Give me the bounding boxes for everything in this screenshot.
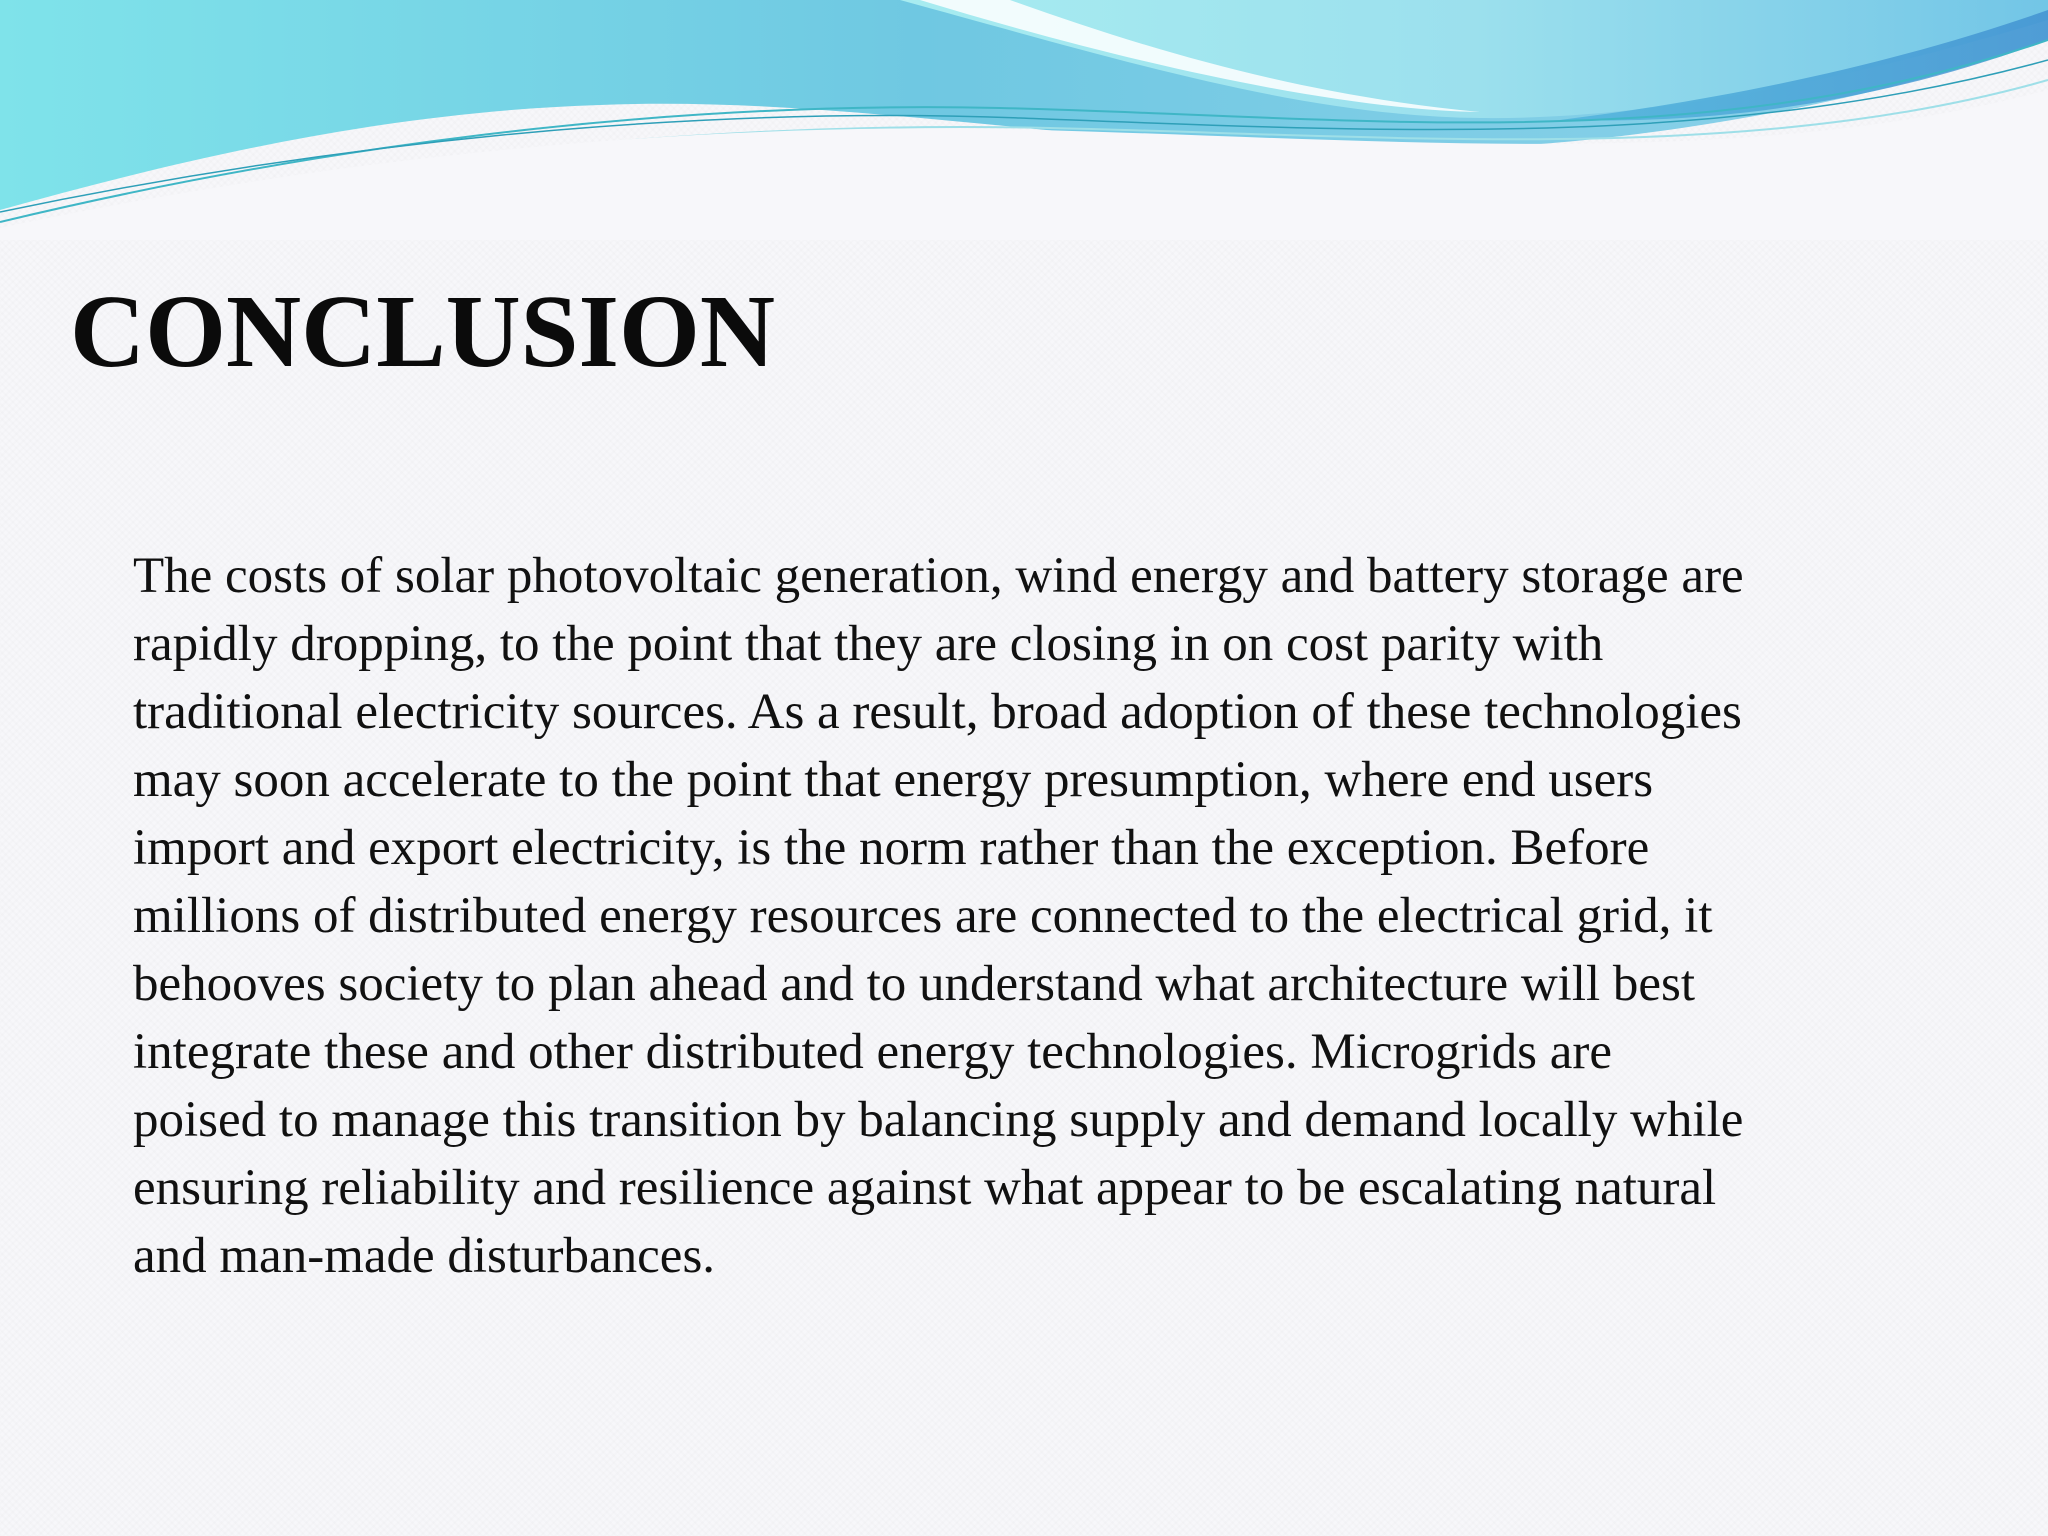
paragraph-line: integrate these and other distributed energy technologies. Microgrids are: [133, 1024, 1612, 1080]
paragraph-line: rapidly dropping, to the point that they are closing in on cost parity with: [133, 616, 1604, 672]
conclusion-paragraph: [133, 542, 1943, 1290]
wave-header-decoration: [0, 0, 2048, 240]
paragraph-line: may soon accelerate to the point that energy presumption, where end users: [133, 752, 1654, 808]
paragraph-line: The costs of solar photovoltaic generation, wind energy and battery storage are: [133, 548, 1744, 604]
paragraph-line: behooves society to plan ahead and to understand what architecture will best: [133, 956, 1696, 1012]
slide-title: CONCLUSION: [70, 274, 775, 389]
paragraph-line: millions of distributed energy resources are connected to the electrical grid, it: [133, 888, 1713, 944]
paragraph-line: traditional electricity sources. As a result, broad adoption of these technologies: [133, 684, 1742, 740]
paragraph-line: ensuring reliability and resilience against what appear to be escalating natural: [133, 1160, 1717, 1216]
paragraph-line: import and export electricity, is the norm rather than the exception. Before: [133, 820, 1650, 876]
paragraph-line: and man-made disturbances.: [133, 1228, 716, 1284]
paragraph-line: poised to manage this transition by balancing supply and demand locally while: [133, 1092, 1744, 1148]
